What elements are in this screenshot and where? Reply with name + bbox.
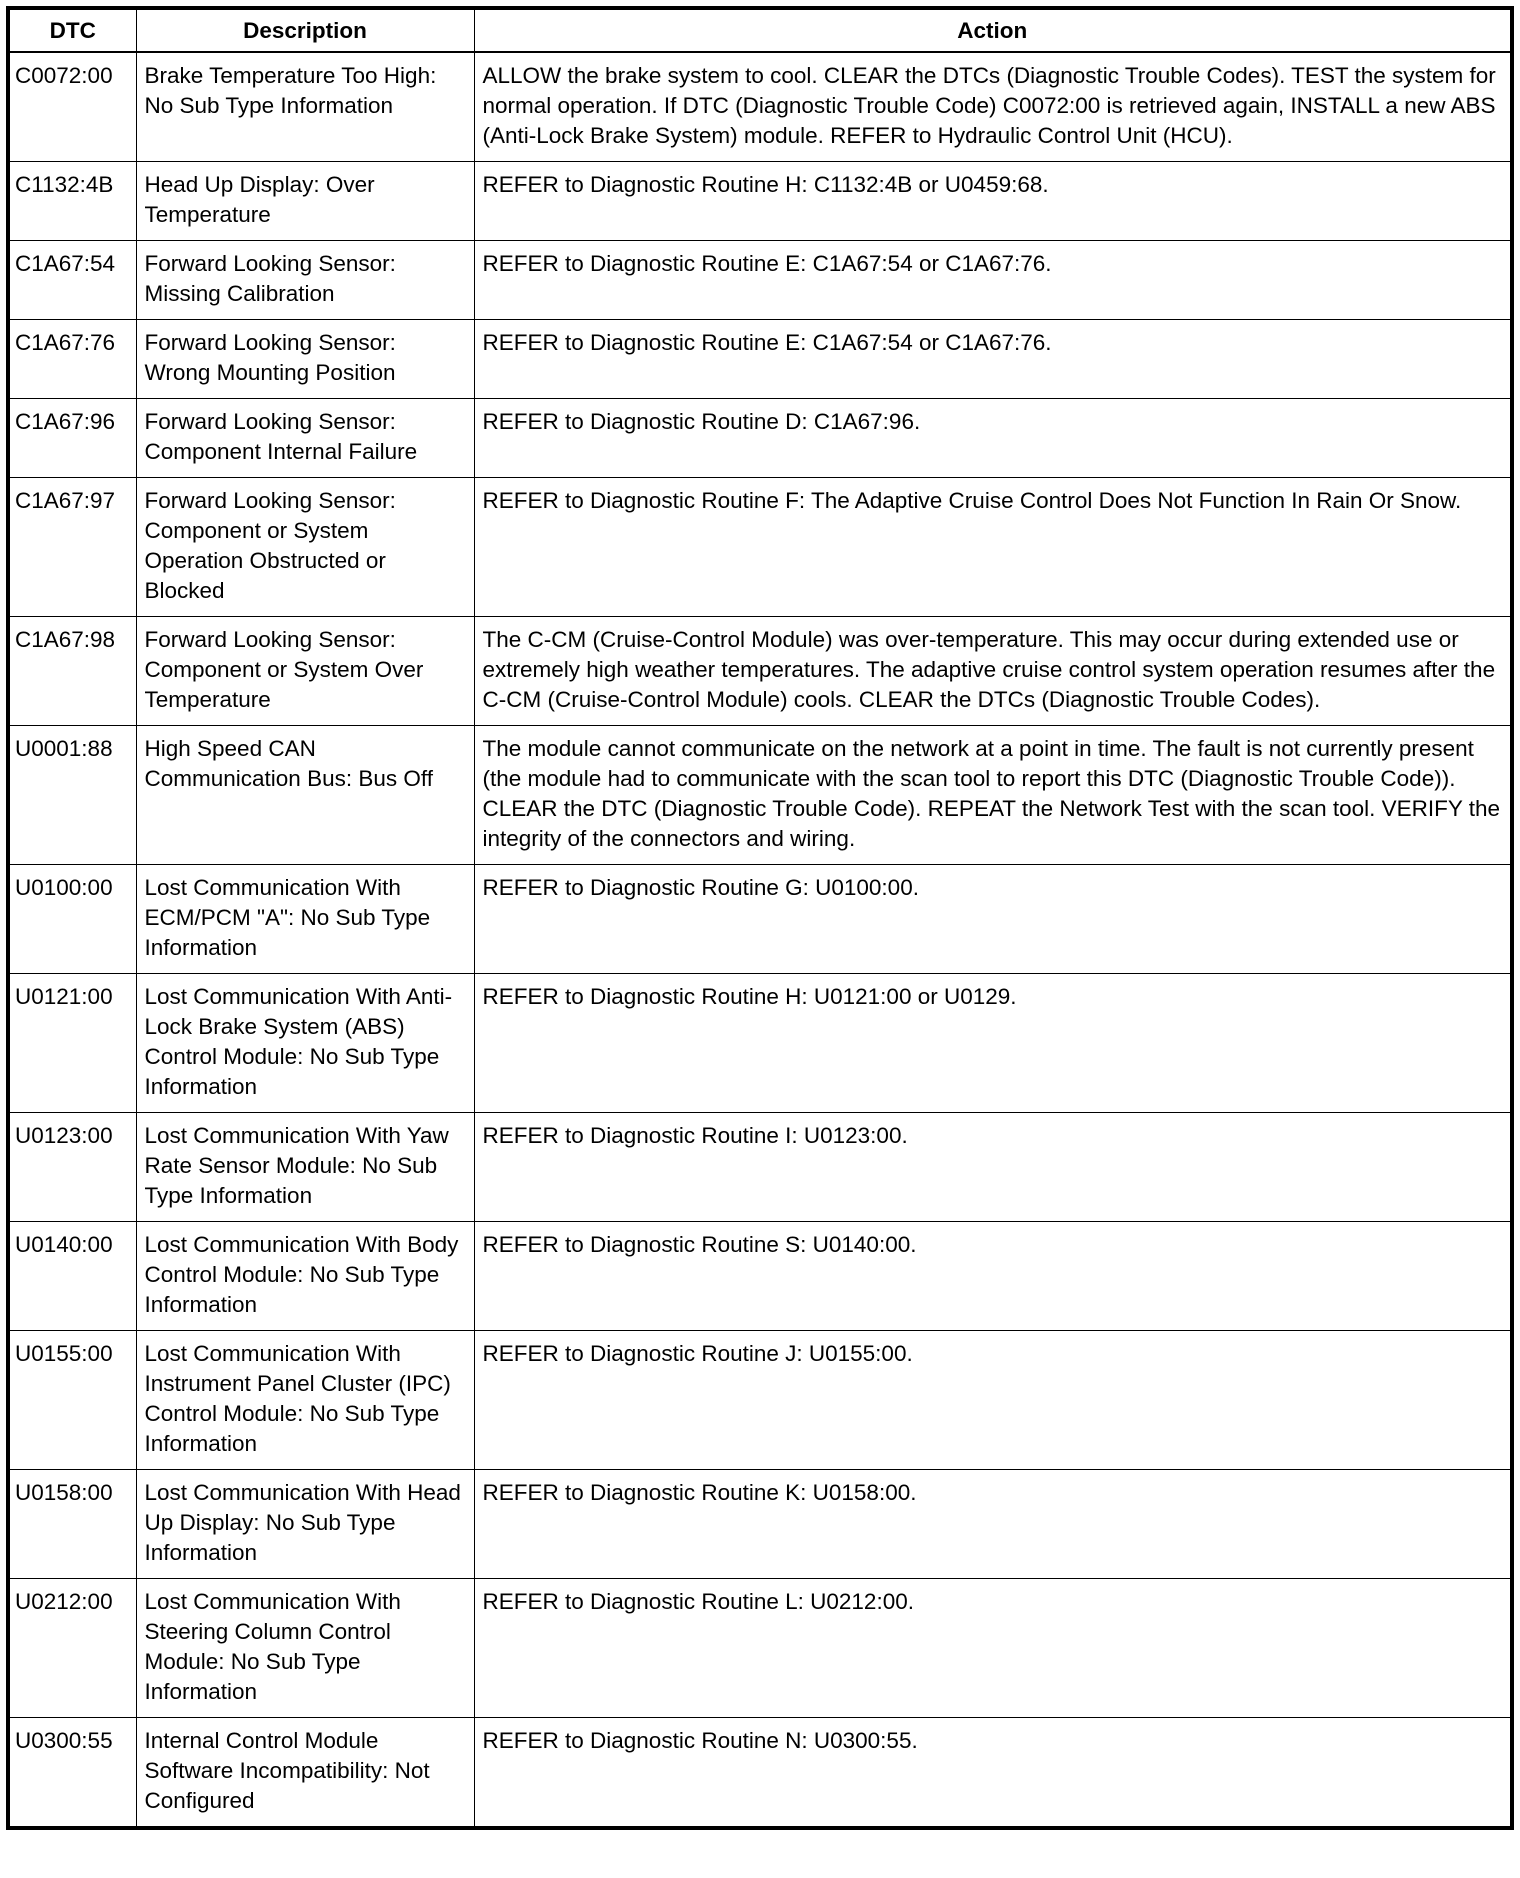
- table-row: [8, 1718, 1512, 1829]
- description-cell: Lost Communication With Instrument Panel Cluster (IPC) Control Module: No Sub Type Information: [136, 1331, 474, 1470]
- dtc-cell: C1132:4B: [8, 162, 136, 241]
- table-row: [8, 726, 1512, 865]
- dtc-table: [6, 6, 1514, 1830]
- table-row: [8, 478, 1512, 617]
- header-description: Description: [136, 8, 474, 52]
- action-cell: REFER to Diagnostic Routine J: U0155:00.: [474, 1331, 1512, 1470]
- description-cell: Forward Looking Sensor: Component Internal Failure: [136, 399, 474, 478]
- table-row: [8, 617, 1512, 726]
- header-row: [8, 8, 1512, 52]
- action-cell: The C-CM (Cruise-Control Module) was over-temperature. This may occur during extended use or extremely high weather temperatures. The adaptive cruise control system operation resumes after the C-CM (Cruise-Control Module) cools. CLEAR the DTCs (Diagnostic Trouble Codes).: [474, 617, 1512, 726]
- dtc-cell: U0140:00: [8, 1222, 136, 1331]
- header-dtc: DTC: [8, 8, 136, 52]
- dtc-cell: U0155:00: [8, 1331, 136, 1470]
- action-cell: REFER to Diagnostic Routine E: C1A67:54 or C1A67:76.: [474, 320, 1512, 399]
- action-cell: REFER to Diagnostic Routine H: C1132:4B or U0459:68.: [474, 162, 1512, 241]
- action-cell: REFER to Diagnostic Routine E: C1A67:54 or C1A67:76.: [474, 241, 1512, 320]
- description-cell: Forward Looking Sensor: Wrong Mounting Position: [136, 320, 474, 399]
- dtc-cell: C1A67:98: [8, 617, 136, 726]
- description-cell: High Speed CAN Communication Bus: Bus Off: [136, 726, 474, 865]
- action-cell: REFER to Diagnostic Routine N: U0300:55.: [474, 1718, 1512, 1829]
- header-action: Action: [474, 8, 1512, 52]
- table-row: [8, 162, 1512, 241]
- table-row: [8, 52, 1512, 162]
- dtc-cell: C1A67:76: [8, 320, 136, 399]
- dtc-cell: U0300:55: [8, 1718, 136, 1829]
- dtc-cell: C1A67:96: [8, 399, 136, 478]
- table-row: [8, 1579, 1512, 1718]
- action-cell: The module cannot communicate on the network at a point in time. The fault is not currently present (the module had to communicate with the scan tool to report this DTC (Diagnostic Trouble Code)). CLEAR the DTC (Diagnostic Trouble Code). REPEAT the Network Test with the scan tool. VERIFY the integrity of the connectors and wiring.: [474, 726, 1512, 865]
- table-row: [8, 974, 1512, 1113]
- table-row: [8, 1470, 1512, 1579]
- table-row: [8, 1222, 1512, 1331]
- dtc-cell: U0100:00: [8, 865, 136, 974]
- action-cell: REFER to Diagnostic Routine K: U0158:00.: [474, 1470, 1512, 1579]
- action-cell: REFER to Diagnostic Routine S: U0140:00.: [474, 1222, 1512, 1331]
- table-row: [8, 1113, 1512, 1222]
- table-row: [8, 399, 1512, 478]
- description-cell: Forward Looking Sensor: Missing Calibration: [136, 241, 474, 320]
- description-cell: Lost Communication With Steering Column Control Module: No Sub Type Information: [136, 1579, 474, 1718]
- action-cell: REFER to Diagnostic Routine I: U0123:00.: [474, 1113, 1512, 1222]
- description-cell: Forward Looking Sensor: Component or System Operation Obstructed or Blocked: [136, 478, 474, 617]
- action-cell: ALLOW the brake system to cool. CLEAR the DTCs (Diagnostic Trouble Codes). TEST the system for normal operation. If DTC (Diagnostic Trouble Code) C0072:00 is retrieved again, INSTALL a new ABS (Anti-Lock Brake System) module. REFER to Hydraulic Control Unit (HCU).: [474, 52, 1512, 162]
- action-cell: REFER to Diagnostic Routine G: U0100:00.: [474, 865, 1512, 974]
- dtc-cell: C1A67:97: [8, 478, 136, 617]
- action-cell: REFER to Diagnostic Routine D: C1A67:96.: [474, 399, 1512, 478]
- description-cell: Lost Communication With Head Up Display: No Sub Type Information: [136, 1470, 474, 1579]
- dtc-cell: C1A67:54: [8, 241, 136, 320]
- description-cell: Lost Communication With ECM/PCM "A": No Sub Type Information: [136, 865, 474, 974]
- table-row: [8, 1331, 1512, 1470]
- description-cell: Lost Communication With Yaw Rate Sensor Module: No Sub Type Information: [136, 1113, 474, 1222]
- table-row: [8, 320, 1512, 399]
- table-row: [8, 241, 1512, 320]
- description-cell: Forward Looking Sensor: Component or System Over Temperature: [136, 617, 474, 726]
- description-cell: Lost Communication With Body Control Module: No Sub Type Information: [136, 1222, 474, 1331]
- dtc-cell: U0212:00: [8, 1579, 136, 1718]
- description-cell: Brake Temperature Too High: No Sub Type Information: [136, 52, 474, 162]
- dtc-cell: C0072:00: [8, 52, 136, 162]
- dtc-cell: U0123:00: [8, 1113, 136, 1222]
- action-cell: REFER to Diagnostic Routine F: The Adaptive Cruise Control Does Not Function In Rain Or Snow.: [474, 478, 1512, 617]
- action-cell: REFER to Diagnostic Routine L: U0212:00.: [474, 1579, 1512, 1718]
- dtc-cell: U0121:00: [8, 974, 136, 1113]
- description-cell: Lost Communication With Anti-Lock Brake System (ABS) Control Module: No Sub Type Information: [136, 974, 474, 1113]
- dtc-cell: U0158:00: [8, 1470, 136, 1579]
- action-cell: REFER to Diagnostic Routine H: U0121:00 or U0129.: [474, 974, 1512, 1113]
- table-row: [8, 865, 1512, 974]
- dtc-cell: U0001:88: [8, 726, 136, 865]
- description-cell: Head Up Display: Over Temperature: [136, 162, 474, 241]
- description-cell: Internal Control Module Software Incompatibility: Not Configured: [136, 1718, 474, 1829]
